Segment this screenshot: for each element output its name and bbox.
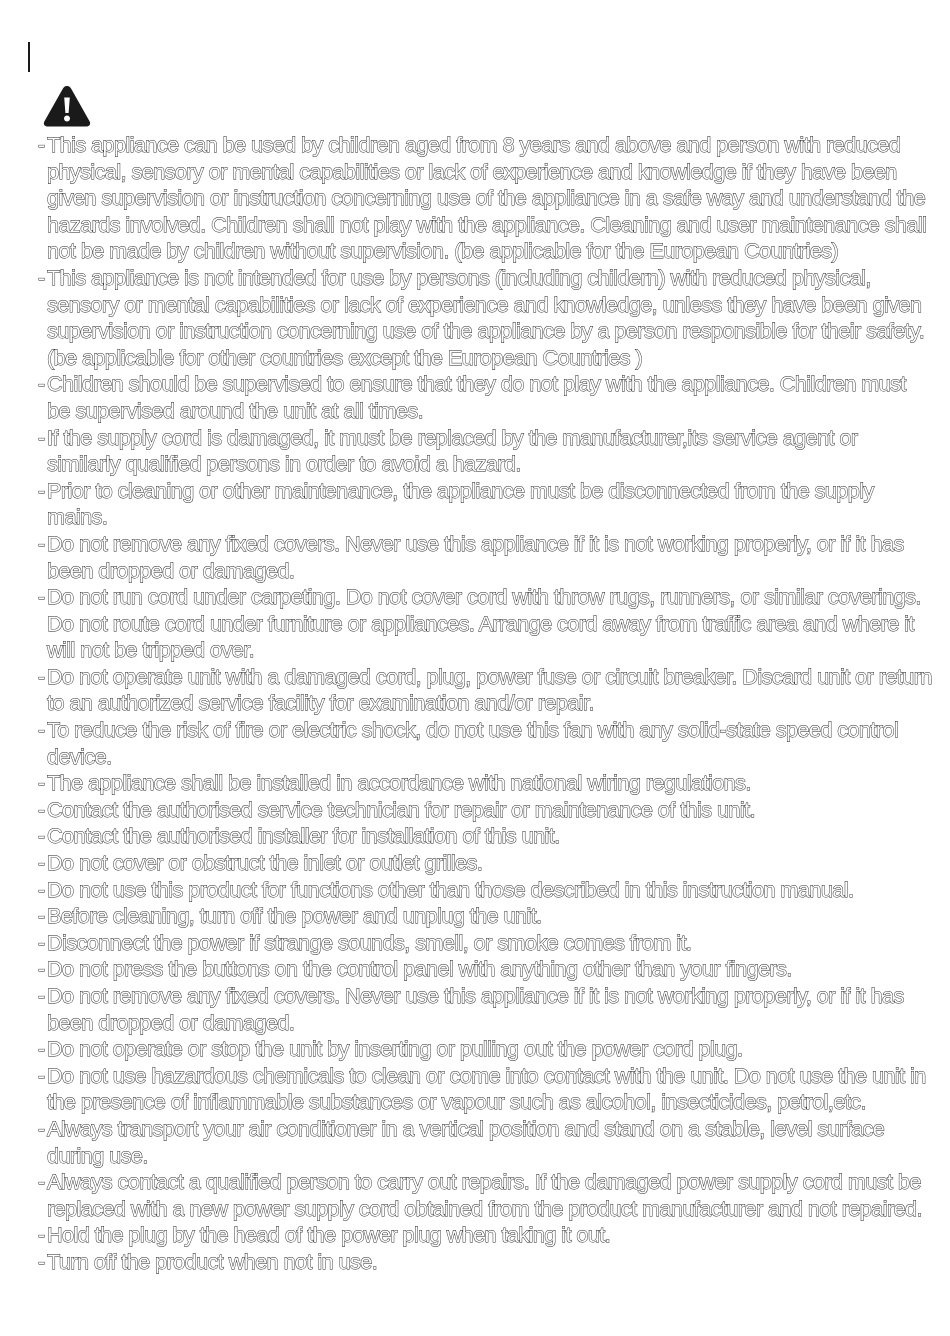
- bullet-dash: -: [38, 1169, 45, 1195]
- bullet-dash: -: [38, 850, 45, 876]
- bullet-dash: -: [38, 796, 45, 822]
- safety-notice-item: [38, 1222, 934, 1249]
- safety-notice-text: Do not remove any fixed covers. Never use this appliance if it is not working properly, or if it has been dropped or damaged.: [47, 530, 904, 583]
- safety-notice-list: [38, 132, 934, 1276]
- safety-notice-text: Do not run cord under carpeting. Do not cover cord with throw rugs, runners, or similar coverings. Do not route cord under furniture or appliances. Arrange cord away from traffic area and where it will not be tripped over.: [47, 584, 921, 663]
- safety-notice-text: This appliance is not intended for use by persons (including childern) with reduced physical, sensory or mental capabilities or lack of experience and knowledge, unless they have been given supervision or instruction concerning use of the appliance by a person responsible for their safety. (be applicable for other countries except the European Countries ): [47, 264, 925, 370]
- bullet-dash: -: [38, 956, 45, 982]
- bullet-dash: -: [38, 929, 45, 955]
- bullet-dash: -: [38, 823, 45, 849]
- safety-notice-text: The appliance shall be installed in accordance with national wiring regulations.: [47, 770, 751, 796]
- safety-notice-item: [38, 717, 934, 770]
- safety-notice-item: [38, 664, 934, 717]
- bullet-dash: -: [38, 264, 45, 290]
- safety-notice-text: Do not press the buttons on the control panel with anything other than your fingers.: [47, 956, 792, 982]
- safety-notice-text: Before cleaning, turn off the power and unplug the unit.: [47, 903, 542, 929]
- warning-triangle-icon: [42, 84, 92, 128]
- bullet-dash: -: [38, 371, 45, 397]
- safety-notice-item: [38, 132, 934, 265]
- safety-notice-item: [38, 425, 934, 478]
- safety-notice-text: Do not operate or stop the unit by inserting or pulling out the power cord plug.: [47, 1036, 743, 1062]
- safety-notice-item: [38, 1169, 934, 1222]
- safety-notice-text: To reduce the risk of fire or electric shock, do not use this fan with any solid-state speed control device.: [47, 717, 899, 769]
- safety-notice-item: [38, 877, 934, 904]
- safety-notice-item: [38, 983, 934, 1036]
- safety-notice-item: [38, 956, 934, 983]
- bullet-dash: -: [38, 1115, 45, 1141]
- safety-notice-item: [38, 903, 934, 930]
- safety-notice-item: [38, 1249, 934, 1276]
- safety-notice-text: If the supply cord is damaged, it must be replaced by the manufacturer,its service agent or similarly qualified persons in order to avoid a hazard.: [47, 424, 858, 477]
- bullet-dash: -: [38, 477, 45, 503]
- bullet-dash: -: [38, 1248, 45, 1274]
- bullet-dash: -: [38, 663, 45, 689]
- safety-notice-text: Do not operate unit with a damaged cord, plug, power fuse or circuit breaker. Discard unit or return to an authorized service facility for examination and/or repair.: [47, 663, 932, 716]
- safety-notice-text: Do not remove any fixed covers. Never use this appliance if it is not working properly, or if it has been dropped or damaged.: [47, 983, 904, 1035]
- safety-notice-text: This appliance can be used by children aged from 8 years and above and person with reduced physical, sensory or mental capabilities or lack of experience and knowledge if they have been given supervision or instruction concerning use of the appliance in a safe way and understand the hazards involved. Children shall not play with the appliance. Cleaning and user maintenance shall not be made by children without supervision. (be applicable for the European Countries): [47, 132, 927, 264]
- bullet-dash: -: [38, 1222, 45, 1248]
- safety-notice-item: [38, 1063, 934, 1116]
- safety-notice-text: Do not use hazardous chemicals to clean or come into contact with the unit. Do not use the unit in the presence of inflammable substances or vapour such as alcohol, insecticides, petrol,etc.: [47, 1062, 926, 1115]
- bullet-dash: -: [38, 717, 45, 743]
- safety-notice-item: [38, 1116, 934, 1169]
- safety-notice-text: Do not cover or obstruct the inlet or outlet grilles.: [47, 850, 483, 876]
- safety-notice-text: Disconnect the power if strange sounds, smell, or smoke comes from it.: [47, 929, 692, 955]
- bullet-dash: -: [38, 876, 45, 902]
- safety-notice-item: [38, 770, 934, 797]
- safety-notice-text: Do not use this product for functions other than those described in this instruction manual.: [47, 876, 854, 902]
- bullet-dash: -: [38, 132, 45, 157]
- safety-notice-text: Turn off the product when not in use.: [47, 1248, 378, 1274]
- bullet-dash: -: [38, 424, 45, 450]
- safety-notice-text: Hold the plug by the head of the power plug when taking it out.: [47, 1222, 611, 1248]
- safety-notice-item: [38, 478, 934, 531]
- safety-notice-item: [38, 1036, 934, 1063]
- safety-notice-item: [38, 584, 934, 664]
- safety-notice-text: Always contact a qualified person to carry out repairs. If the damaged power supply cord must be replaced with a new power supply cord obtained from the product manufacturer and not repaired.: [47, 1169, 922, 1221]
- safety-notice-text: Prior to cleaning or other maintenance, the appliance must be disconnected from the supply mains.: [47, 477, 874, 530]
- bullet-dash: -: [38, 530, 45, 556]
- safety-notice-text: Children should be supervised to ensure that they do not play with the appliance. Children must be supervised around the unit at all times.: [47, 371, 906, 423]
- margin-bar: [28, 42, 30, 72]
- bullet-dash: -: [38, 903, 45, 929]
- bullet-dash: -: [38, 1062, 45, 1088]
- safety-notice-text: Always transport your air conditioner in a vertical position and stand on a stable, level surface during use.: [47, 1115, 885, 1168]
- bullet-dash: -: [38, 770, 45, 796]
- bullet-dash: -: [38, 584, 45, 610]
- safety-notice-item: [38, 850, 934, 877]
- bullet-dash: -: [38, 983, 45, 1008]
- safety-notice-item: [38, 797, 934, 824]
- bullet-dash: -: [38, 1036, 45, 1062]
- safety-notice-item: [38, 265, 934, 371]
- safety-notice-item: [38, 371, 934, 424]
- safety-notice-item: [38, 531, 934, 584]
- safety-notice-item: [38, 823, 934, 850]
- safety-notice-text: Contact the authorised installer for installation of this unit.: [47, 823, 560, 849]
- safety-notice-text: Contact the authorised service technician for repair or maintenance of this unit.: [47, 796, 756, 822]
- safety-notice-item: [38, 930, 934, 957]
